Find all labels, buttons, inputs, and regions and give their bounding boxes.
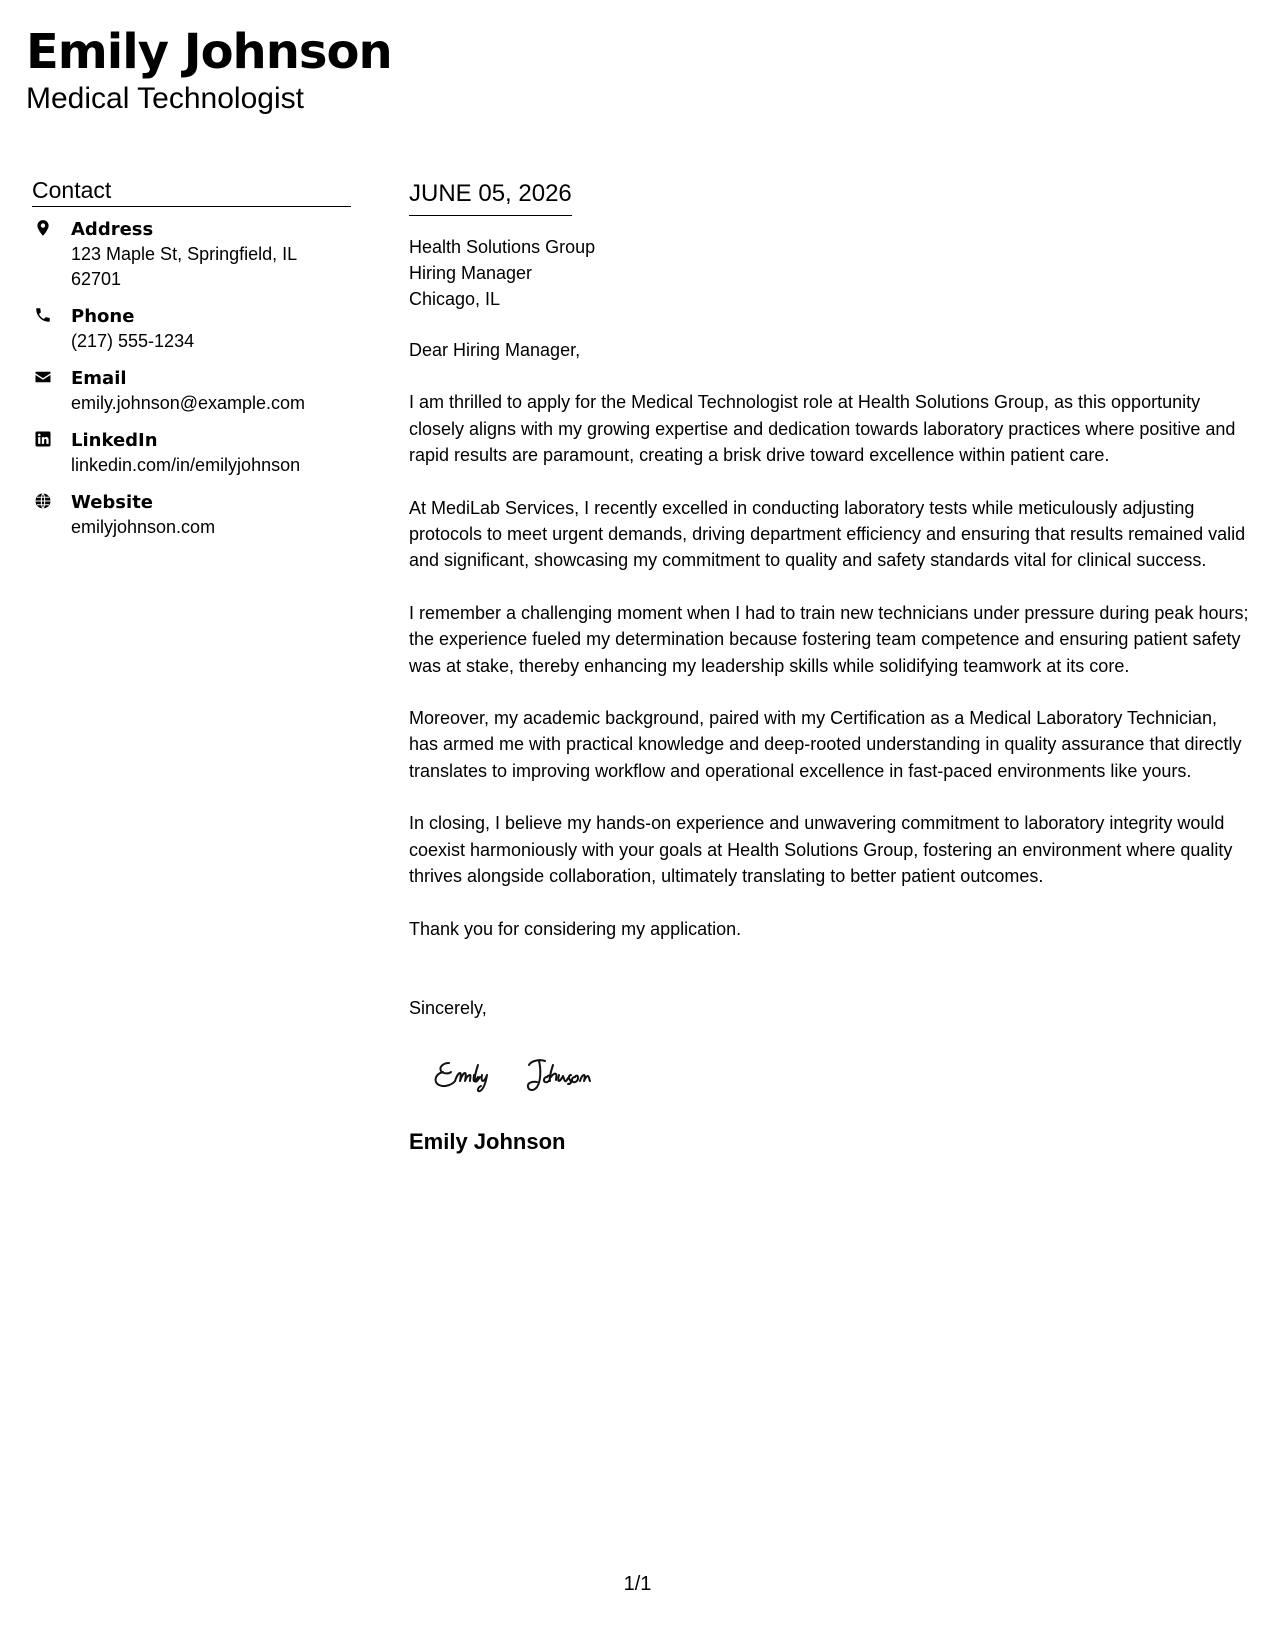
candidate-title: Medical Technologist [26,82,304,115]
contact-item-email [32,366,351,416]
contact-label: Email [71,368,127,389]
letter-paragraph: I am thrilled to apply for the Medical Technologist role at Health Solutions Group, as this opportunity closely aligns with my growing expertise and dedication towards laboratory practices where positive and rapid results are paramount, creating a brisk drive toward excellence within patient care. [409,392,1236,466]
letter-paragraph: In closing, I believe my hands-on experience and unwavering commitment to laboratory integrity would coexist harmoniously with your goals at Health Solutions Group, fostering an environment where quality thrives alongside collaboration, ultimately translating to better patient outcomes. [409,813,1233,887]
recipient-role: Hiring Manager [409,263,533,283]
contact-label: Address [71,219,154,240]
letter-body [409,178,1249,1156]
contact-item-phone [32,304,351,354]
recipient-location: Chicago, IL [409,289,501,309]
contact-label: Website [71,492,154,513]
contact-label: Phone [71,306,135,327]
globe-icon [34,492,52,510]
letter-paragraph: I remember a challenging moment when I had to train new technicians under pressure during peak hours; the experience fueled my determination because fostering team competence and ensuring patient safety was at stake, thereby enhancing my leadership skills while solidifying teamwork at its core. [409,602,1249,676]
contact-label: LinkedIn [71,430,158,451]
letter-paragraph: Thank you for considering my application. [409,918,742,939]
contact-value: emilyjohnson.com [71,517,216,537]
contact-value: 123 Maple St, Springfield, IL 62701 [71,244,297,289]
contact-item-website [32,490,351,540]
signer-name: Emily Johnson [409,1129,566,1155]
header [26,22,392,116]
letter-date: JUNE 05, 2026 [409,178,572,216]
recipient-block [409,234,1249,312]
closing: Sincerely, [409,997,487,1018]
salutation: Dear Hiring Manager, [409,340,581,360]
map-pin-icon [34,219,52,237]
contact-heading: Contact [32,176,351,207]
contact-value: linkedin.com/in/emilyjohnson [71,455,301,475]
phone-icon [34,306,52,324]
recipient-company: Health Solutions Group [409,237,596,257]
handwritten-signature [427,1049,667,1105]
page-number: 1/1 [623,1573,652,1595]
letter-paragraph: Moreover, my academic background, paired with my Certification as a Medical Laboratory Technician, has armed me with practical knowledge and deep-rooted understanding in quality assurance that directly translates to improving workflow and operational excellence in fast-paced environments like yours. [409,708,1242,781]
contact-value: (217) 555-1234 [71,331,195,351]
envelope-icon [34,368,52,386]
contact-value: emily.johnson@example.com [71,393,306,413]
contact-list [32,217,351,540]
candidate-name: Emily Johnson [26,24,392,80]
contact-sidebar [32,176,351,552]
contact-item-address [32,217,351,292]
letter-paragraph: At MediLab Services, I recently excelled in conducting laboratory tests while meticulously adjusting protocols to meet urgent demands, driving department efficiency and ensuring that results remained valid and significant, showcasing my commitment to quality and safety standards vital for clinical success. [409,497,1246,571]
linkedin-icon [34,430,52,448]
contact-item-linkedin [32,428,351,478]
